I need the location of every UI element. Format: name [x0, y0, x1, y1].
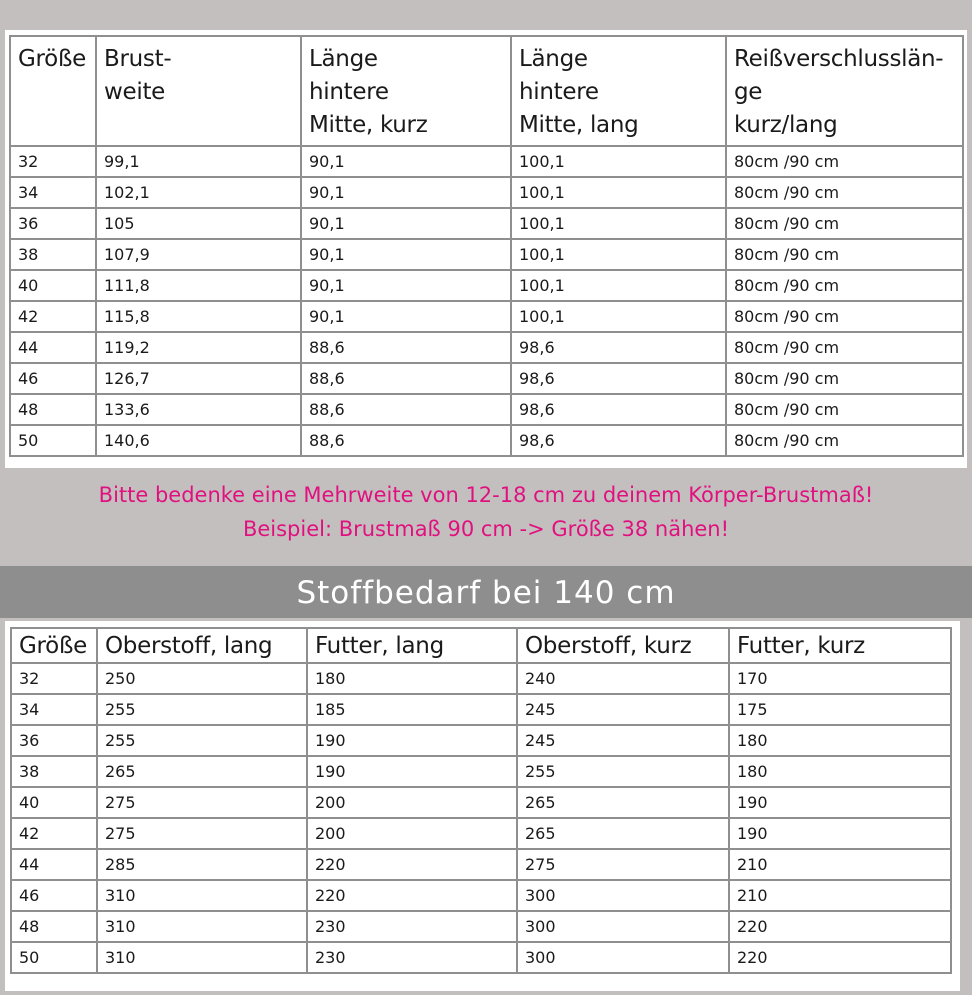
table-cell: 32 — [10, 146, 96, 177]
sizing-note-ease: Bitte bedenke eine Mehrweite von 12-18 cm zu deinem Körper-Brustmaß! — [98, 483, 874, 507]
table-row — [11, 663, 951, 694]
table-cell: 88,6 — [301, 363, 511, 394]
table-cell: 48 — [11, 911, 97, 942]
table-cell: 90,1 — [301, 208, 511, 239]
table-cell: 250 — [97, 663, 307, 694]
table-cell: 190 — [307, 725, 517, 756]
table-row — [11, 787, 951, 818]
table-cell: 190 — [729, 787, 951, 818]
table-cell: 38 — [10, 239, 96, 270]
table-cell: 40 — [10, 270, 96, 301]
fabric-panel — [5, 621, 960, 991]
table-cell: 80cm /90 cm — [726, 146, 963, 177]
table-row — [10, 332, 963, 363]
table-row — [11, 725, 951, 756]
table-cell: 190 — [307, 756, 517, 787]
table-cell: 200 — [307, 818, 517, 849]
table-cell: 90,1 — [301, 270, 511, 301]
table-cell: 50 — [11, 942, 97, 973]
table-cell: 88,6 — [301, 425, 511, 456]
table-cell: 255 — [97, 725, 307, 756]
table-cell: 100,1 — [511, 239, 726, 270]
table-cell: 98,6 — [511, 425, 726, 456]
table-cell: 180 — [307, 663, 517, 694]
table-row — [10, 146, 963, 177]
table-cell: 105 — [96, 208, 301, 239]
table-cell: 38 — [11, 756, 97, 787]
header-outer-fabric-long: Oberstoff, lang — [97, 628, 307, 663]
table-cell: 80cm /90 cm — [726, 394, 963, 425]
table-cell: 275 — [517, 849, 729, 880]
table-cell: 100,1 — [511, 270, 726, 301]
table-cell: 100,1 — [511, 301, 726, 332]
table-cell: 90,1 — [301, 146, 511, 177]
header-back-length-long: Länge hintere Mitte, lang — [511, 36, 726, 146]
table-cell: 190 — [729, 818, 951, 849]
section-title: Stoffbedarf bei 140 cm — [0, 566, 972, 618]
header-back-length-short: Länge hintere Mitte, kurz — [301, 36, 511, 146]
table-cell: 285 — [97, 849, 307, 880]
table-cell: 50 — [10, 425, 96, 456]
table-row — [10, 177, 963, 208]
table-row — [11, 818, 951, 849]
table-cell: 240 — [517, 663, 729, 694]
table-cell: 90,1 — [301, 239, 511, 270]
table-cell: 100,1 — [511, 177, 726, 208]
table-cell: 111,8 — [96, 270, 301, 301]
table-cell: 34 — [11, 694, 97, 725]
table-cell: 44 — [11, 849, 97, 880]
table-row — [10, 301, 963, 332]
table-cell: 40 — [11, 787, 97, 818]
table-cell: 310 — [97, 942, 307, 973]
table-cell: 265 — [517, 818, 729, 849]
table-cell: 80cm /90 cm — [726, 239, 963, 270]
table-cell: 88,6 — [301, 394, 511, 425]
fabric-table-body — [11, 663, 951, 973]
table-cell: 210 — [729, 880, 951, 911]
table-cell: 90,1 — [301, 301, 511, 332]
table-cell: 80cm /90 cm — [726, 177, 963, 208]
table-cell: 310 — [97, 911, 307, 942]
table-cell: 115,8 — [96, 301, 301, 332]
table-cell: 140,6 — [96, 425, 301, 456]
table-cell: 126,7 — [96, 363, 301, 394]
header-size: Größe — [10, 36, 96, 146]
table-cell: 80cm /90 cm — [726, 208, 963, 239]
sizing-notes — [0, 478, 972, 546]
measurements-table-body — [10, 146, 963, 456]
table-cell: 180 — [729, 756, 951, 787]
table-cell: 255 — [97, 694, 307, 725]
table-cell: 200 — [307, 787, 517, 818]
table-cell: 220 — [729, 911, 951, 942]
table-row — [10, 363, 963, 394]
table-cell: 42 — [10, 301, 96, 332]
table-cell: 102,1 — [96, 177, 301, 208]
table-cell: 230 — [307, 942, 517, 973]
table-row — [11, 880, 951, 911]
header-lining-long: Futter, lang — [307, 628, 517, 663]
table-cell: 80cm /90 cm — [726, 301, 963, 332]
table-cell: 119,2 — [96, 332, 301, 363]
table-row — [10, 239, 963, 270]
table-cell: 90,1 — [301, 177, 511, 208]
table-cell: 220 — [307, 849, 517, 880]
table-cell: 99,1 — [96, 146, 301, 177]
table-cell: 88,6 — [301, 332, 511, 363]
table-cell: 107,9 — [96, 239, 301, 270]
table-cell: 48 — [10, 394, 96, 425]
table-row — [10, 425, 963, 456]
table-cell: 133,6 — [96, 394, 301, 425]
table-cell: 98,6 — [511, 394, 726, 425]
table-row — [10, 394, 963, 425]
table-cell: 100,1 — [511, 146, 726, 177]
table-cell: 46 — [10, 363, 96, 394]
table-cell: 220 — [729, 942, 951, 973]
table-cell: 300 — [517, 911, 729, 942]
header-bust-width: Brust- weite — [96, 36, 301, 146]
table-row — [10, 270, 963, 301]
table-cell: 80cm /90 cm — [726, 363, 963, 394]
table-cell: 42 — [11, 818, 97, 849]
table-cell: 265 — [97, 756, 307, 787]
table-row — [11, 911, 951, 942]
table-cell: 36 — [11, 725, 97, 756]
table-cell: 36 — [10, 208, 96, 239]
table-cell: 46 — [11, 880, 97, 911]
header-size: Größe — [11, 628, 97, 663]
table-cell: 80cm /90 cm — [726, 270, 963, 301]
table-cell: 34 — [10, 177, 96, 208]
fabric-requirements-table — [10, 627, 952, 974]
header-lining-short: Futter, kurz — [729, 628, 951, 663]
table-cell: 185 — [307, 694, 517, 725]
table-cell: 180 — [729, 725, 951, 756]
table-cell: 230 — [307, 911, 517, 942]
table-cell: 220 — [307, 880, 517, 911]
table-cell: 98,6 — [511, 332, 726, 363]
table-cell: 275 — [97, 818, 307, 849]
table-cell: 98,6 — [511, 363, 726, 394]
table-cell: 300 — [517, 942, 729, 973]
table-cell: 175 — [729, 694, 951, 725]
table-row — [11, 756, 951, 787]
table-cell: 80cm /90 cm — [726, 332, 963, 363]
table-row — [11, 694, 951, 725]
table-cell: 255 — [517, 756, 729, 787]
table-cell: 265 — [517, 787, 729, 818]
table-row — [11, 942, 951, 973]
table-cell: 300 — [517, 880, 729, 911]
table-cell: 170 — [729, 663, 951, 694]
size-measurements-table — [9, 35, 964, 457]
table-cell: 32 — [11, 663, 97, 694]
table-cell: 310 — [97, 880, 307, 911]
measurements-panel — [5, 30, 967, 468]
table-cell: 245 — [517, 725, 729, 756]
header-zipper-length: Reißverschlusslän- ge kurz/lang — [726, 36, 963, 146]
table-cell: 275 — [97, 787, 307, 818]
table-cell: 44 — [10, 332, 96, 363]
table-cell: 100,1 — [511, 208, 726, 239]
table-cell: 80cm /90 cm — [726, 425, 963, 456]
table-header-row — [11, 628, 951, 663]
table-cell: 245 — [517, 694, 729, 725]
header-outer-fabric-short: Oberstoff, kurz — [517, 628, 729, 663]
table-cell: 210 — [729, 849, 951, 880]
table-row — [11, 849, 951, 880]
table-header-row — [10, 36, 963, 146]
sizing-note-example: Beispiel: Brustmaß 90 cm -> Größe 38 nähen! — [242, 517, 730, 541]
table-row — [10, 208, 963, 239]
